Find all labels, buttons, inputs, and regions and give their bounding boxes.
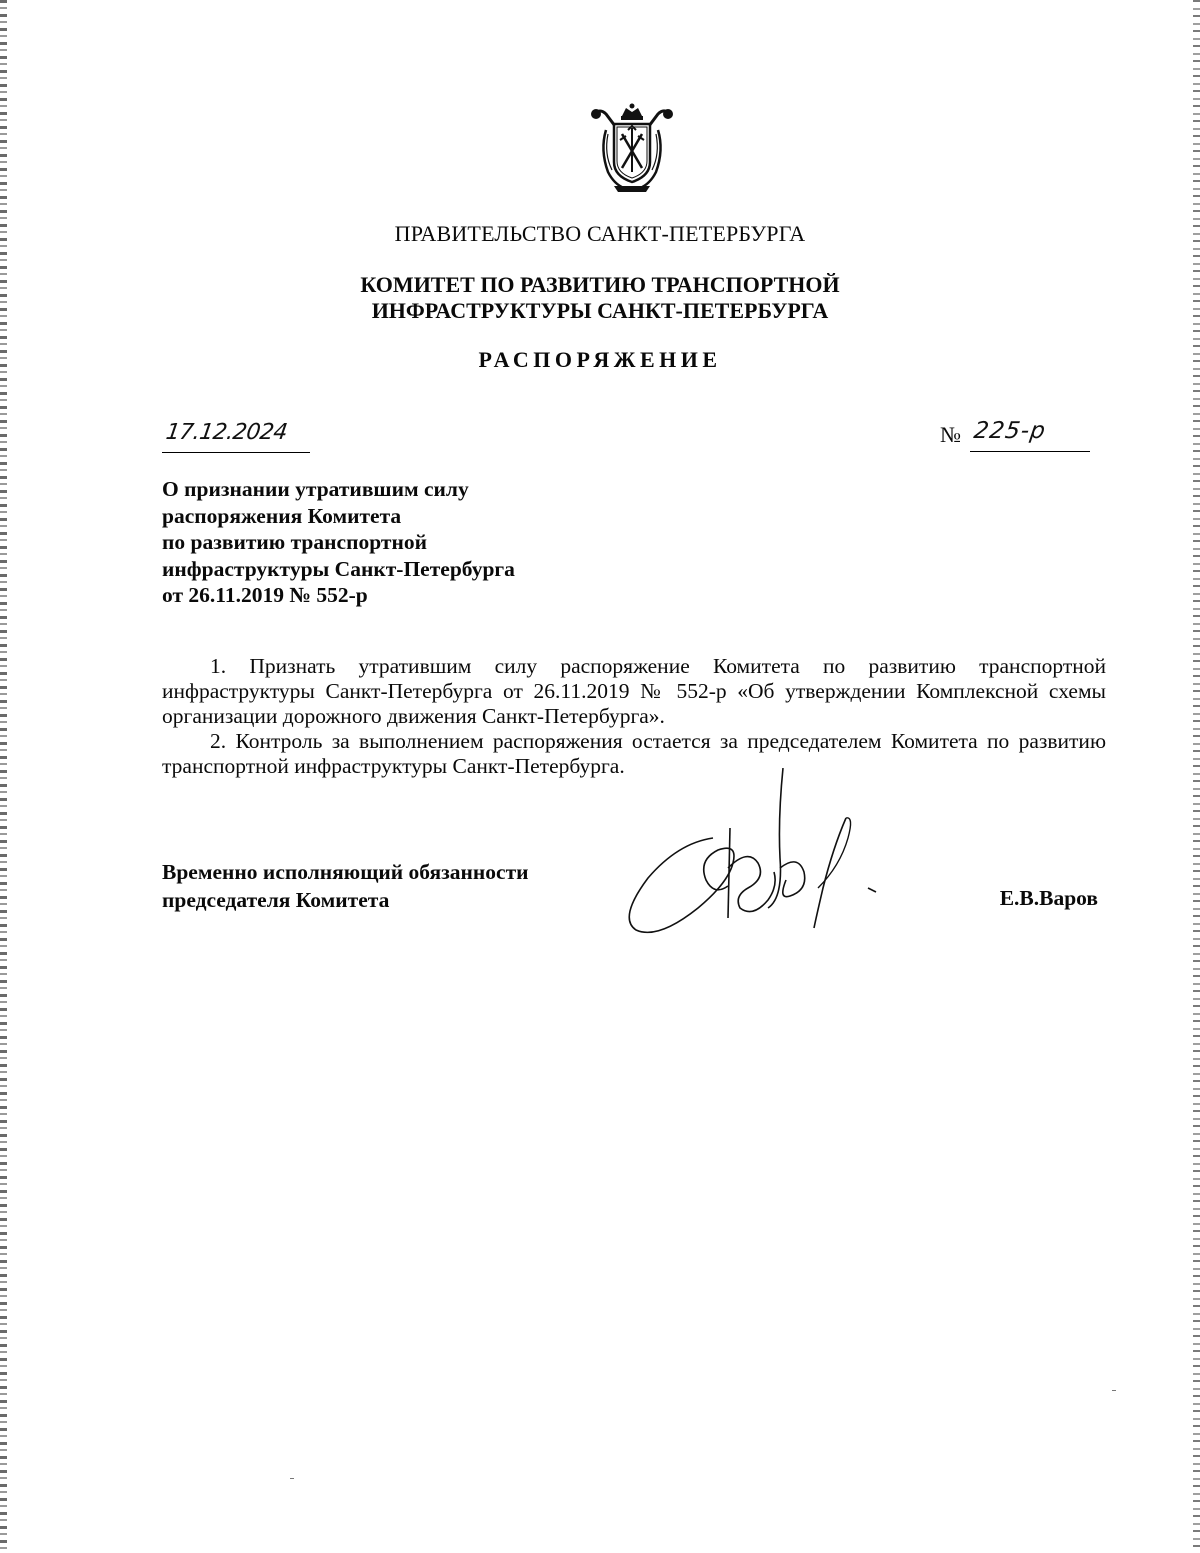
signer-name: Е.В.Варов (999, 886, 1098, 910)
subject-heading (162, 476, 622, 609)
handwritten-number: 225-р (972, 418, 1048, 444)
order-paragraph-2: 2. Контроль за выполнением распоряжения остается за председателем Комитета по развитию транспортной инфраструктуры Санкт-Петербурга. (162, 729, 1106, 778)
date-field (162, 418, 310, 453)
committee-title-line2: ИНФРАСТРУКТУРЫ САНКТ-ПЕТЕРБУРГА (371, 298, 829, 323)
subject-line: от 26.11.2019 № 552-р (162, 583, 368, 607)
number-underline (970, 451, 1090, 452)
committee-title-line1: КОМИТЕТ ПО РАЗВИТИЮ ТРАНСПОРТНОЙ (360, 272, 840, 297)
scan-speck (290, 1478, 294, 1479)
signer-position-line2: председателя Комитета (162, 888, 390, 912)
committee-title (0, 272, 1200, 324)
order-paragraph-1: 1. Признать утратившим силу распоряжение Комитета по развитию транспортной инфраструктуры Санкт-Петербурга от 26.11.2019 № 552-р «Об утверждении Комплексной схемы организации дорожного движения Санкт-Петербурга». (162, 654, 1106, 728)
government-title: ПРАВИТЕЛЬСТВО САНКТ-ПЕТЕРБУРГА (394, 221, 806, 246)
signer-position-line1: Временно исполняющий обязанности (162, 860, 529, 884)
signer-position (162, 858, 622, 914)
subject-line: по развитию транспортной (162, 530, 427, 554)
handwritten-date: 17.12.2024 (164, 420, 289, 445)
subject-line: распоряжения Комитета (162, 503, 402, 528)
handwritten-signature (618, 768, 888, 943)
scan-speck (1112, 1390, 1116, 1391)
spb-coat-of-arms-icon (584, 100, 680, 196)
subject-line: инфраструктуры Санкт-Петербурга (162, 556, 515, 581)
subject-line: О признании утратившим силу (162, 477, 469, 501)
document-number-field (940, 418, 1090, 452)
document-type: РАСПОРЯЖЕНИЕ (478, 347, 722, 372)
number-sign: № (940, 422, 961, 447)
order-body (162, 654, 1106, 779)
